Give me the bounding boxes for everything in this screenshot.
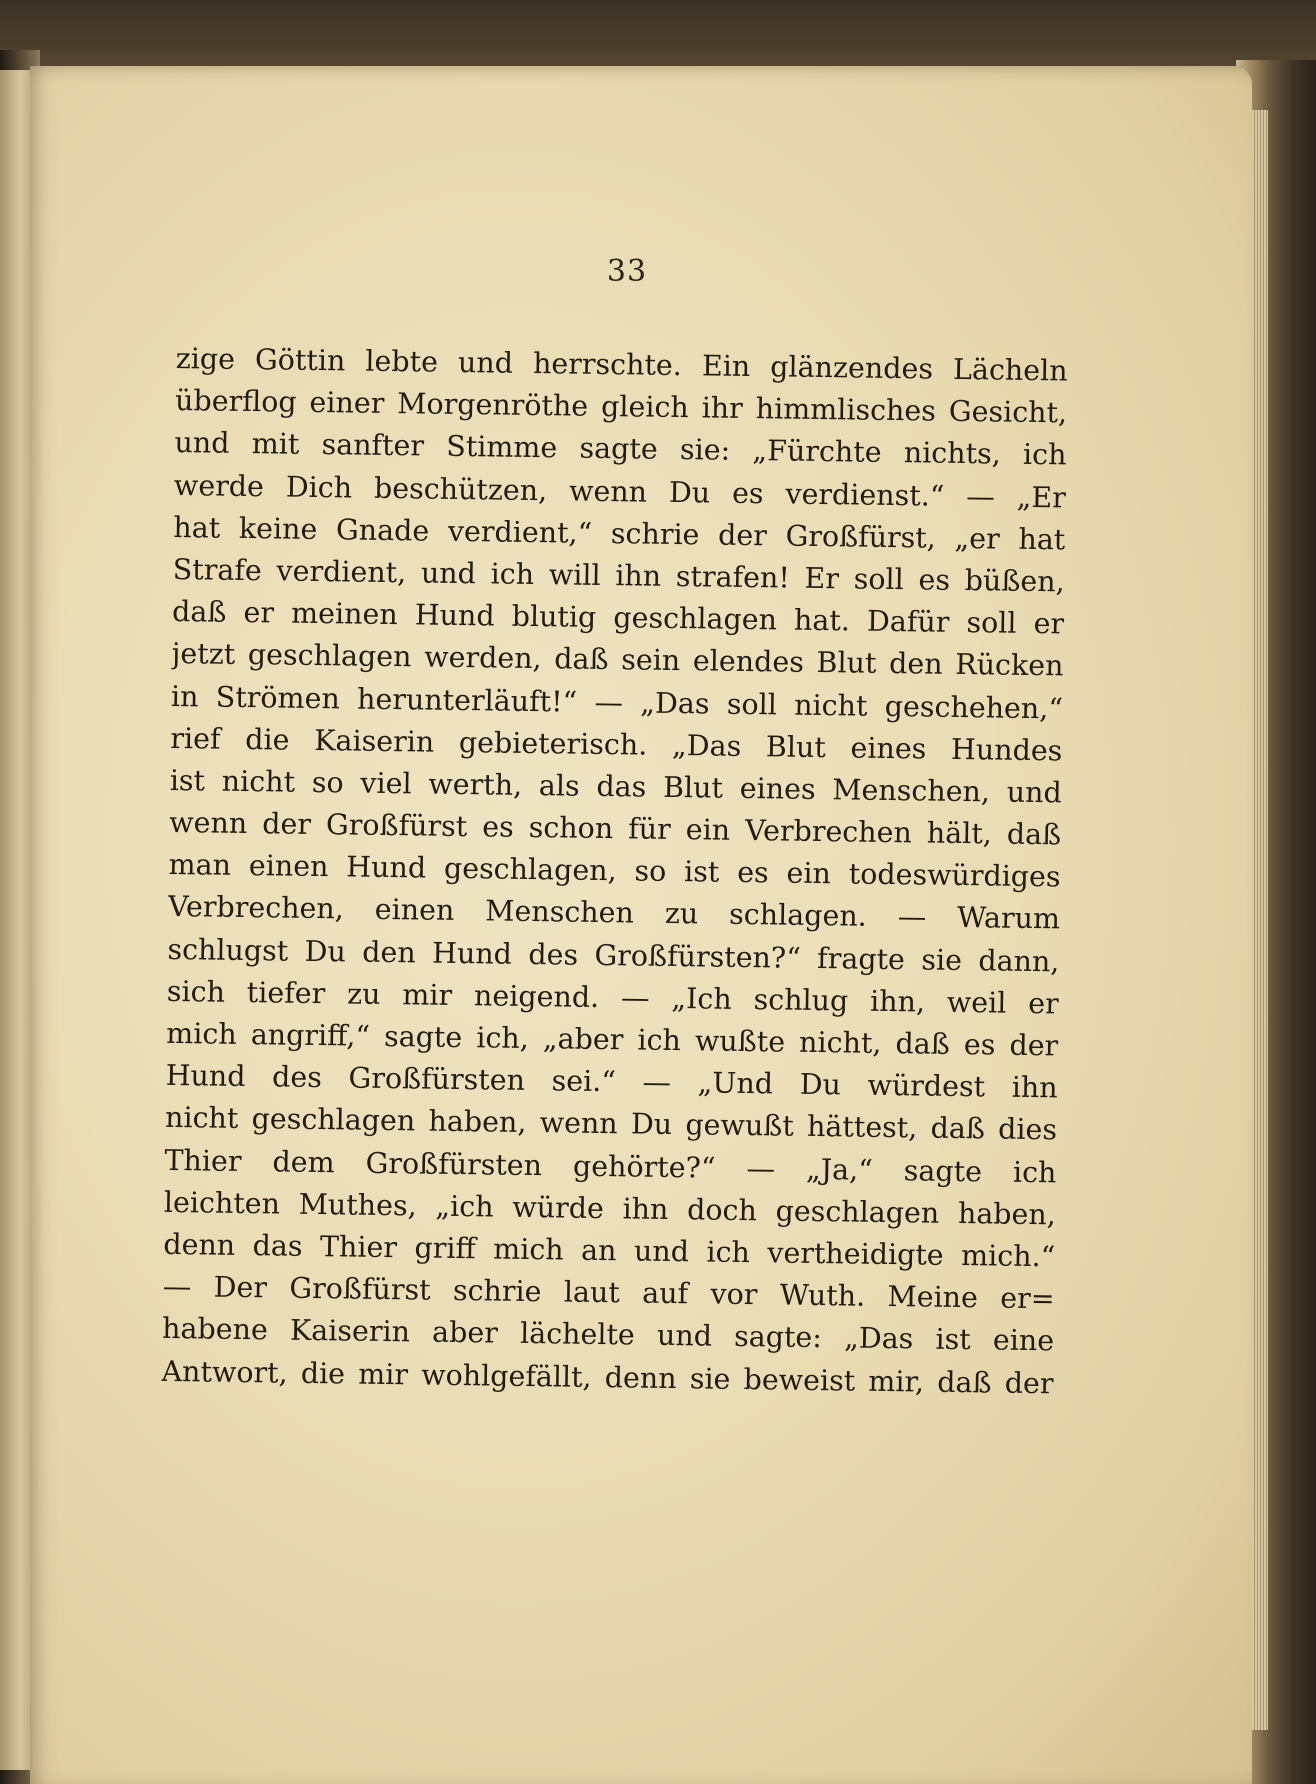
body-text [161, 338, 1068, 1405]
text-line: daß er meinen Hund blutig geschlagen hat. Dafür soll er [171, 595, 1065, 641]
text-line: und mit sanfter Stimme sagte sie: „Fürchte nichts, ich [174, 426, 1067, 472]
text-line: überflog einer Morgenröthe gleich ihr himmlisches Gesicht, [174, 384, 1068, 430]
text-line: — Der Großfürst schrie laut auf vor Wuth. Meine er= [162, 1270, 1055, 1316]
text-line: Strafe verdient, und ich will ihn strafen! Er soll es büßen, [172, 552, 1065, 599]
text-line: mich angriff,“ sagte ich, „aber ich wußte nicht, daß es der [166, 1016, 1059, 1063]
page-number: 33 [606, 254, 648, 289]
text-line: nicht geschlagen haben, wenn Du gewußt hättest, daß dies [164, 1101, 1058, 1147]
text-line: Thier dem Großfürsten gehörte?“ — „Ja,“ sagte ich [164, 1143, 1057, 1189]
text-line: habene Kaiserin aber lächelte und sagte: „Das ist eine [161, 1312, 1055, 1358]
text-line: werde Dich beschützen, wenn Du es verdienst.“ — „Er [173, 468, 1067, 515]
text-line: leichten Muthes, „ich würde ihn doch geschlagen haben, [163, 1185, 1057, 1232]
text-line: man einen Hund geschlagen, so ist es ein todeswürdiges [168, 848, 1061, 894]
text-line: zige Göttin lebte und herrschte. Ein glänzendes Lächeln [175, 341, 1068, 388]
text-line: schlugst Du den Hund des Großfürsten?“ fragte sie dann, [167, 932, 1060, 979]
text-line: hat keine Gnade verdient,“ schrie der Großfürst, „er hat [173, 510, 1066, 557]
text-line: rief die Kaiserin gebieterisch. „Das Blut eines Hundes [170, 721, 1063, 768]
text-line: Verbrechen, einen Menschen zu schlagen. — Warum [167, 890, 1061, 936]
text-line: Antwort, die mir wohlgefällt, denn sie beweist mir, daß der [161, 1354, 1054, 1400]
text-line: sich tiefer zu mir neigend. — „Ich schlug ihn, weil er [166, 974, 1060, 1021]
text-line: wenn der Großfürst es schon für ein Verbrechen hält, daß [169, 806, 1062, 852]
text-line: denn das Thier griff mich an und ich vertheidigte mich.“ [163, 1227, 1056, 1274]
previous-page-edge [0, 70, 34, 1770]
text-line: ist nicht so viel werth, als das Blut eines Menschen, und [169, 763, 1062, 810]
text-line: in Strömen herunterläuft!“ — „Das soll nicht geschehen,“ [170, 679, 1064, 725]
text-line: Hund des Großfürsten sei.“ — „Und Du würdest ihn [165, 1059, 1058, 1105]
text-line: jetzt geschlagen werden, daß sein elendes Blut den Rücken [171, 637, 1064, 683]
